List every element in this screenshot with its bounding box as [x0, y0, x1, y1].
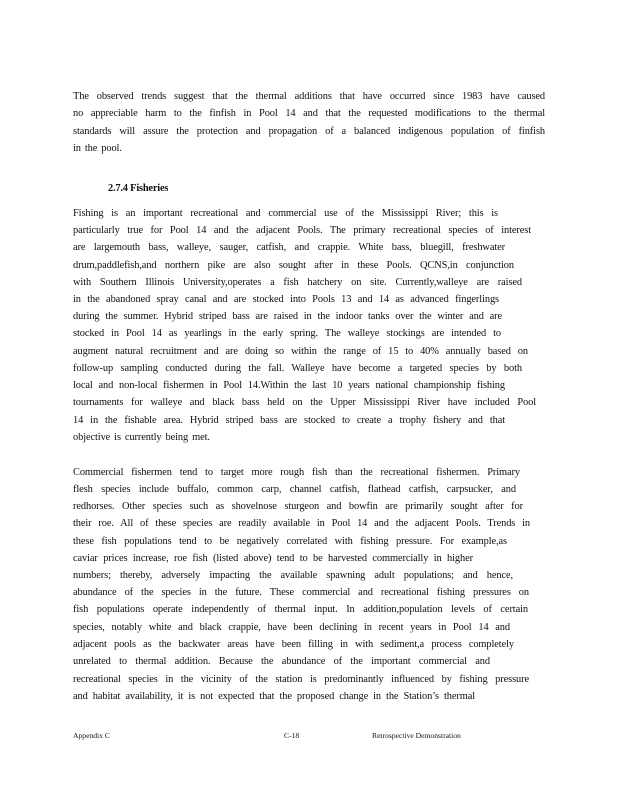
text-line: local and non-local fishermen in Pool 14.Within the last 10 years national championship fishing: [73, 380, 505, 391]
section-heading: 2.7.4 Fisheries: [108, 183, 169, 194]
text-line: adjacent pools as the backwater areas have been filling in with sediment,a process completely: [73, 639, 514, 650]
text-line: in the abandoned spray canal and are stocked into Pools 13 and 14 as advanced fingerlings: [73, 294, 499, 305]
text-line: fish populations operate independently of thermal input. In addition,population levels of certain: [73, 604, 528, 615]
text-line: no appreciable harm to the finfish in Pool 14 and that the requested modifications to the thermal: [73, 108, 545, 119]
text-line: during the summer. Hybrid striped bass are raised in the indoor tanks over the winter and are: [73, 311, 502, 322]
text-line: abundance of the species in the future. These commercial and recreational fishing pressures on: [73, 587, 529, 598]
text-line: their roe. All of these species are readily available in Pool 14 and the adjacent Pools. Trends in: [73, 518, 530, 529]
footer-right: Retrospective Demonstration: [372, 731, 461, 740]
text-line: standards will assure the protection and propagation of a balanced indigenous population of finfish: [73, 126, 545, 137]
text-line: redhorses. Other species such as shovelnose sturgeon and bowfin are primarily sought after for: [73, 501, 523, 512]
text-line: with Southern Illinois University,operates a fish hatchery on site. Currently,walleye are raised: [73, 277, 522, 288]
text-line: stocked in Pool 14 as yearlings in the early spring. The walleye stockings are intended to: [73, 328, 501, 339]
text-line: recreational species in the vicinity of the station is predominantly influenced by fishing pressure: [73, 674, 529, 685]
text-line: particularly true for Pool 14 and the adjacent Pools. The primary recreational species of interest: [73, 225, 531, 236]
text-line: are largemouth bass, walleye, sauger, catfish, and crappie. White bass, bluegill, freshwater: [73, 242, 505, 253]
text-line: these fish populations tend to be negatively correlated with fishing pressure. For example,as: [73, 536, 507, 547]
text-line: objective is currently being met.: [73, 432, 210, 443]
text-line: The observed trends suggest that the thermal additions that have occurred since 1983 have caused: [73, 91, 545, 102]
text-line: numbers; thereby, adversely impacting the available spawning adult populations; and hence,: [73, 570, 513, 581]
text-line: Commercial fishermen tend to target more rough fish than the recreational fishermen. Primary: [73, 467, 520, 478]
text-line: follow-up sampling conducted during the fall. Walleye have become a targeted species by both: [73, 363, 522, 374]
text-line: in the pool.: [73, 143, 122, 154]
footer-left: Appendix C: [73, 731, 110, 740]
text-line: augment natural recruitment and are doing so within the range of 15 to 40% annually based on: [73, 346, 528, 357]
text-line: tournaments for walleye and black bass held on the Upper Mississippi River have included Pool: [73, 397, 536, 408]
text-line: flesh species include buffalo, common carp, channel catfish, flathead catfish, carpsucker, and: [73, 484, 516, 495]
text-line: unrelated to thermal addition. Because the abundance of the important commercial and: [73, 656, 490, 667]
text-line: drum,paddlefish,and northern pike are also sought after in these Pools. QCNS,in conjunction: [73, 260, 514, 271]
text-line: caviar prices increase, roe fish (listed above) tend to be harvested commercially in higher: [73, 553, 473, 564]
footer-page-number: C-18: [284, 731, 300, 740]
text-line: Fishing is an important recreational and commercial use of the Mississippi River; this is: [73, 208, 498, 219]
text-line: 14 in the fishable area. Hybrid striped bass are stocked to create a trophy fishery and that: [73, 415, 505, 426]
text-line: species, notably white and black crappie, have been declining in recent years in Pool 14 and: [73, 622, 510, 633]
text-line: and habitat availability, it is not expected that the proposed change in the Station’s thermal: [73, 691, 475, 702]
